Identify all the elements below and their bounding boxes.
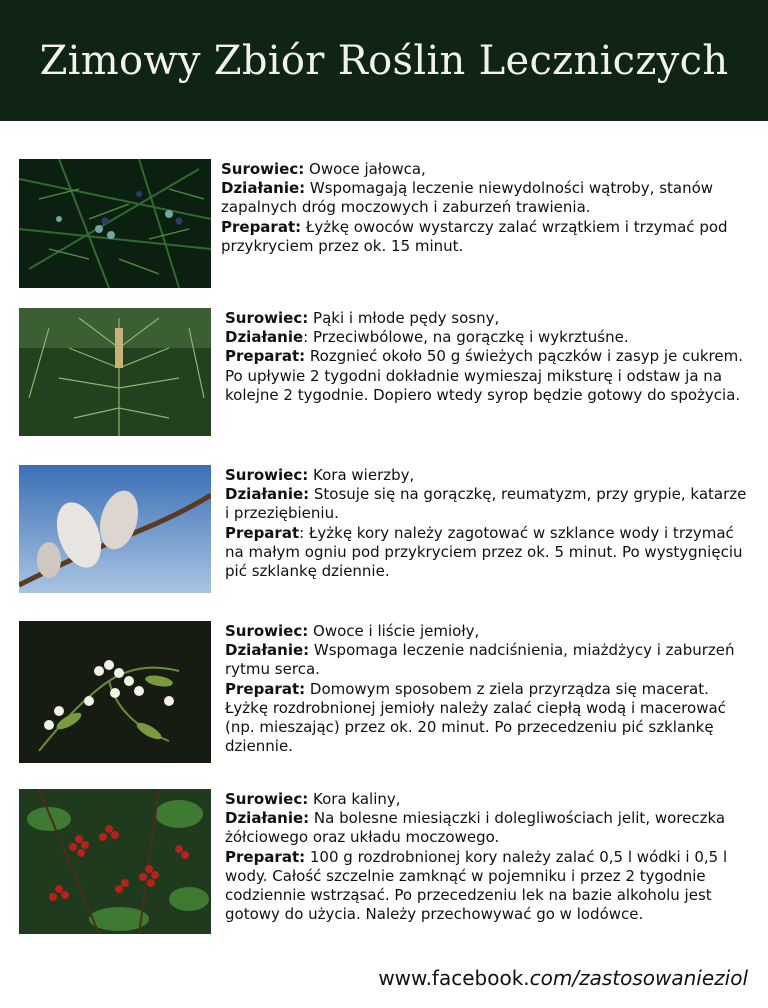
entry-text: Surowiec: Owoce jałowca, Działanie: Wspomagają leczenie niewydolności wątroby, stanów zapalnych dróg moczowych i zaburzeń trawienia. Preparat: Łyżkę owoców wystarczy zalać wrzątkiem i trzymać pod przykryciem przez ok. 15 minut. <box>221 160 728 255</box>
page-title: Zimowy Zbiór Roślin Leczniczych <box>39 37 729 84</box>
footer-url-italic: com/zastosowanieziol <box>529 966 748 990</box>
header-banner <box>0 0 768 121</box>
entry-text: Surowiec: Kora wierzby, Działanie: Stosuje się na gorączkę, reumatyzm, przy grypie, katarze i przeziębieniu. Preparat: Łyżkę kory należy zagotować w szklance wody i trzymać na małym ogniu pod przykryciem przez ok. 5 minut. Po wystygnięciu pić szklankę dziennie. <box>225 466 747 581</box>
footer-url-plain: www.facebook. <box>378 966 530 990</box>
facebook-link[interactable] <box>378 966 748 990</box>
entry-text: Surowiec: Kora kaliny, Działanie: Na bolesne miesiączki i dolegliwościach jelit, woreczka żółciowego oraz układu moczowego. Preparat: 100 g rozdrobnionej kory należy zalać 0,5 l wódki i 0,5 l wody. Całość szczelnie zamknąć w pojemniku i przez 2 tygodnie codziennie wstrząsać. Po przecedzeniu lek na bazie alkoholu jest gotowy do użycia. Należy przechowywać go w lodówce. <box>225 790 728 924</box>
willow-photo <box>19 465 211 593</box>
juniper-photo <box>19 159 211 288</box>
pine-photo <box>19 308 211 436</box>
mistletoe-photo <box>19 621 211 763</box>
entry-text: Surowiec: Pąki i młode pędy sosny, Działanie: Przeciwbólowe, na gorączkę i wykrztuśne. Preparat: Rozgnieć około 50 g świeżych pączków i zasyp je cukrem. Po upływie 2 tygodni dokładnie wymieszaj miksturę i odstaw ja na kolejne 2 tygodnie. Dopiero wtedy syrop będzie gotowy do spożycia. <box>225 309 743 404</box>
entry-text: Surowiec: Owoce i liście jemioły, Działanie: Wspomaga leczenie nadciśnienia, miażdżycy i zaburzeń rytmu serca. Preparat: Domowym sposobem z ziela przyrządza się macerat. Łyżkę rozdrobnionej jemioły należy zalać ciepłą wodą i macerować (np. mieszając) przez ok. 20 minut. Po przecedzeniu pić szklankę dziennie. <box>225 622 735 756</box>
guelder-rose-photo <box>19 789 211 934</box>
